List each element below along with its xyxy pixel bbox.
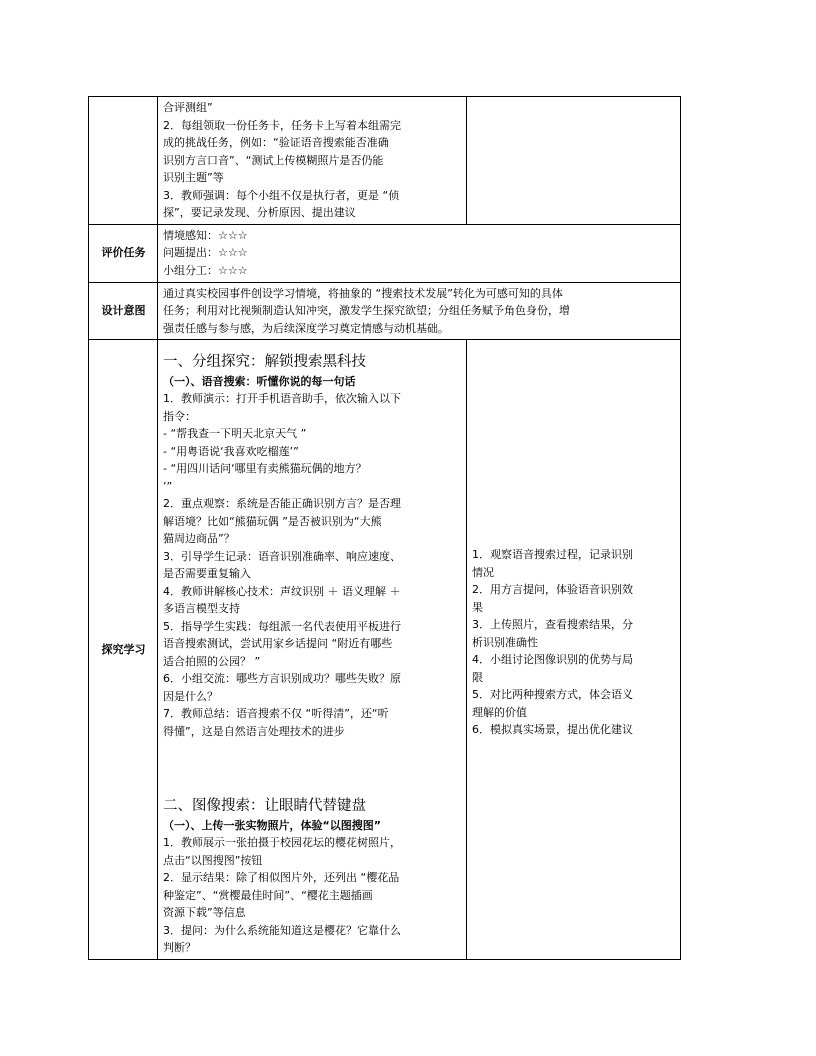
section1-line: 适合拍照的公园？ ”: [163, 654, 261, 668]
student-activity-line: 6．模拟真实场景，提出优化建议: [472, 723, 633, 736]
section2-line: 资源下载”等信息: [163, 906, 246, 919]
section1-line: 1．教师演示：打开手机语音助手，依次输入以下: [163, 392, 401, 405]
section1-line: 6．小组交流：哪些方言识别成功？哪些失败？原: [163, 672, 401, 685]
section1-line: 3．引导学生记录：语音识别准确率、响应速度、: [163, 549, 401, 563]
section1-line: ’”: [163, 479, 173, 493]
row1-line: 成的挑战任务，例如：“验证语音搜索能否准确: [163, 136, 389, 149]
section2-line: 点击“以图搜图”按钮: [163, 853, 263, 867]
section1-subtitle: （一）、语音搜索：听懂你说的每一句话: [163, 375, 356, 388]
evaluation-content: [158, 224, 681, 282]
section2-line: 判断？: [163, 941, 196, 954]
row1-line: 合评测组”: [163, 101, 213, 114]
row1-student-cell: [467, 97, 681, 225]
section2-line: 种鉴定”、“赏樱最佳时间”、“樱花主题插画: [163, 888, 373, 902]
evaluation-row: [89, 224, 681, 282]
section2-line: 2．显示结果：除了相似图片外，还列出 “樱花品: [163, 871, 400, 884]
row1-line: 识别主题”等: [163, 171, 224, 184]
section1-line: 猫周边商品”？: [163, 532, 235, 545]
design-intent-label: 设计意图: [89, 282, 158, 340]
row1-line: 识别方言口音”、“测试上传模糊照片是否仍能: [163, 153, 384, 167]
student-activity-line: 4．小组讨论图像识别的优势与局: [472, 653, 633, 666]
row1-line: 3．教师强调：每个小组不仅是执行者，更是 “侦: [163, 188, 400, 202]
lesson-plan-table: [88, 96, 681, 960]
evaluation-item: 小组分工：☆☆☆: [163, 263, 248, 277]
section1-line: 因是什么？: [163, 689, 218, 703]
section1-line: 7．教师总结：语音搜索不仅 “听得清”，还“听: [163, 707, 389, 720]
student-activity-line: 2．用方言提问，体验语音识别效: [472, 583, 633, 596]
section1-line: 5．指导学生实践：每组派一名代表使用平板进行: [163, 619, 401, 633]
row1-line: 2．每组领取一份任务卡，任务卡上写着本组需完: [163, 118, 401, 132]
section2-subtitle: （一）、上传一张实物照片，体验“以图搜图”: [163, 819, 381, 832]
design-line: 任务；利用对比视频制造认知冲突，激发学生探究欲望；分组任务赋予角色身份，增: [163, 304, 570, 317]
evaluation-item: 问题提出：☆☆☆: [163, 246, 248, 259]
explore-student-cell: [467, 340, 681, 960]
section1-line: 是否需要重复输入: [163, 567, 251, 580]
student-activity-line: 果: [472, 600, 483, 614]
section1-line: 语音搜索测试，尝试用家乡话提问 “附近有哪些: [163, 637, 393, 650]
student-activity-line: 情况: [472, 565, 494, 579]
design-intent-content: [158, 282, 681, 340]
row1-line: 探”，要记录发现、分析原因、提出建议: [163, 206, 356, 219]
section1-line: - “用粤语说‘我喜欢吃榴莲’”: [163, 444, 299, 458]
student-activity-line: 析识别准确性: [472, 635, 538, 649]
section2-title: 二、图像搜索：让眼睛代替键盘: [163, 798, 366, 814]
section1-line: - “帮我查一下明天北京天气 ”: [163, 427, 307, 440]
design-intent-row: [89, 282, 681, 340]
student-activity-line: 5．对比两种搜索方式，体会语义: [472, 688, 633, 701]
teaching-process-row: [89, 97, 681, 225]
explore-learning-row: [89, 340, 681, 960]
section1-line: 多语言模型支持: [163, 602, 240, 615]
student-activity-line: 1．观察语音搜索过程，记录识别: [472, 548, 633, 561]
section1-line: 4．教师讲解核心技术：声纹识别 ＋ 语义理解 ＋: [163, 584, 401, 598]
section1-line: 得懂”，这是自然语言处理技术的进步: [163, 724, 345, 738]
explore-label: 探究学习: [89, 340, 158, 960]
explore-teacher-cell: [158, 340, 467, 960]
section1-line: - “用四川话问‘哪里有卖熊猫玩偶的地方？: [163, 462, 367, 475]
section1-line: 解语境？比如“熊猫玩偶 ”是否被识别为“大熊: [163, 514, 382, 528]
evaluation-label: 评价任务: [89, 224, 158, 282]
section2-line: 1．教师展示一张拍摄于校园花坛的樱花树照片，: [163, 836, 401, 849]
row1-teacher-cell: [158, 97, 467, 225]
design-line: 通过真实校园事件创设学习情境，将抽象的 “搜索技术发展”转化为可感可知的具体: [163, 286, 563, 300]
section1-title: 一、分组探究：解锁搜索黑科技: [163, 354, 366, 370]
student-activity-line: 3．上传照片，查看搜索结果，分: [472, 618, 633, 631]
row1-label-cell: [89, 97, 158, 225]
student-activity-line: 限: [472, 670, 483, 684]
section-gap: [163, 740, 462, 786]
student-activity-line: 理解的价值: [472, 705, 527, 719]
evaluation-item: 情境感知：☆☆☆: [163, 228, 248, 242]
design-line: 强责任感与参与感，为后续深度学习奠定情感与动机基础。: [163, 321, 449, 335]
section1-line: 2．重点观察：系统是否能正确识别方言？是否理: [163, 497, 401, 510]
section2-line: 3．提问：为什么系统能知道这是樱花？它靠什么: [163, 923, 401, 937]
section1-line: 指令：: [163, 409, 196, 423]
